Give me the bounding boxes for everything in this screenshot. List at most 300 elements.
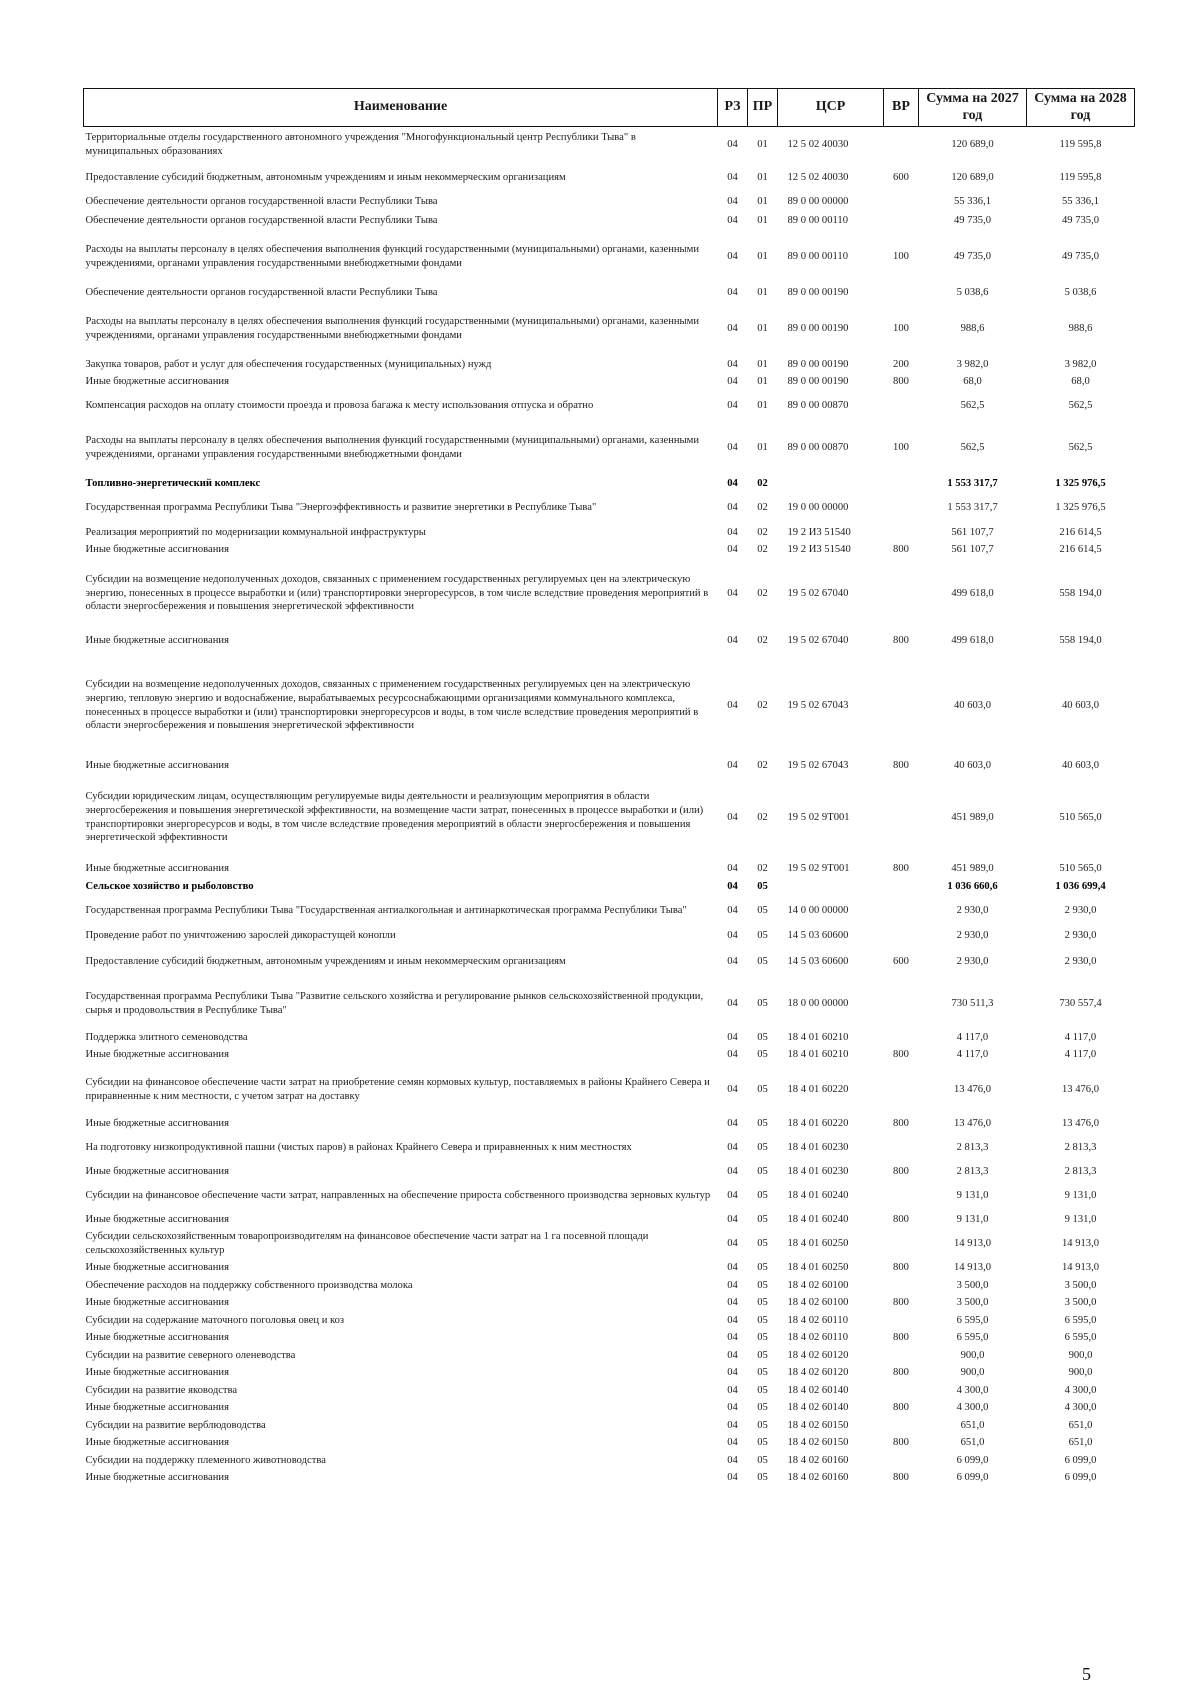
row-vr: 800 [893,1437,909,1449]
row-sum-2027: 651,0 [960,1437,985,1449]
row-sum-2028: 4 300,0 [1064,1402,1097,1414]
row-pr: 05 [757,1314,768,1326]
header-pr: ПР [748,89,778,127]
row-pr: 05 [757,905,768,917]
row-vr [884,284,919,302]
row-sum-2028: 5 038,6 [1064,286,1097,298]
row-sum-2028: 2 813,3 [1064,1142,1097,1154]
row-pr: 02 [757,587,768,599]
row-vr [884,878,919,896]
row-vr [884,775,919,861]
row-name: Субсидии на развитие северного оленеводства [85,1349,296,1361]
row-csr: 19 5 02 9Т001 [787,811,850,823]
row-pr: 02 [757,544,768,556]
row-name: Субсидии на финансовое обеспечение части затрат на приобретение семян кормовых культур, поставляемых в районы Крайнего Севера и приравненные к ним местности, с учетом затрат на доставку [85,1076,710,1102]
row-rz: 04 [727,880,738,892]
row-sum-2027: 68,0 [963,376,982,388]
row-name: Государственная программа Республики Тыва "Государственная антиалкогольная и антинаркотическая программа Республики Тыва" [85,905,687,917]
row-pr: 01 [757,322,768,334]
row-sum-2027: 900,0 [960,1349,985,1361]
row-pr: 05 [757,1367,768,1379]
row-sum-2027: 562,5 [960,441,985,453]
row-sum-2028: 562,5 [1068,441,1093,453]
row-rz: 04 [727,1314,738,1326]
row-name: На подготовку низкопродуктивной пашни (чистых паров) в районах Крайнего Севера и приравненных к ним местностях [85,1142,632,1154]
row-sum-2028: 558 194,0 [1059,587,1102,599]
row-name: Субсидии на возмещение недополученных доходов, связанных с применением государственных регулируемых цен на электрическую энергию, тепловую энергию и водоснабжение, вырабатываемых ресурсоснабжающими организациями коммунального комплекса, понесенных в процессе выработки и (или) транспортировки энергоресурсов и воды, в том числе вследствие проведения мероприятий в области энергосбережения и повышения энергетической эффективности [85,679,699,732]
row-csr: 18 4 02 60100 [787,1279,849,1291]
row-csr: 18 4 01 60230 [787,1166,849,1178]
row-csr: 18 4 02 60160 [787,1454,849,1466]
row-csr: 14 0 00 00000 [787,905,849,917]
row-rz: 04 [727,376,738,388]
row-sum-2028: 6 099,0 [1064,1454,1097,1466]
row-sum-2027: 4 117,0 [956,1031,989,1043]
row-csr: 14 5 03 60600 [787,955,849,967]
row-csr: 18 4 02 60150 [787,1437,849,1449]
table-header [84,89,1135,127]
row-sum-2028: 4 300,0 [1064,1384,1097,1396]
row-sum-2027: 6 099,0 [956,1472,989,1484]
row-name: Иные бюджетные ассигнования [85,760,229,772]
row-rz: 04 [727,1384,738,1396]
row-name: Предоставление субсидий бюджетным, автономным учреждениям и иным некоммерческим организациям [85,171,566,183]
row-name: Субсидии на возмещение недополученных доходов, связанных с применением государственных регулируемых цен на электрическую энергию, понесенных в процессе выработки и (или) транспортировки энергоресурсов, в том числе вследствие проведения мероприятий в области энергосбережения и повышения энергетической эффективности [85,574,709,613]
row-sum-2027: 6 099,0 [956,1454,989,1466]
row-sum-2028: 651,0 [1068,1437,1093,1449]
row-rz: 04 [727,1297,738,1309]
row-rz: 04 [727,1332,738,1344]
table-row [84,1330,1135,1347]
row-csr: 89 0 00 00190 [787,376,849,388]
row-rz: 04 [727,441,738,453]
row-pr: 02 [757,811,768,823]
row-csr: 19 5 02 67043 [787,760,849,772]
row-vr [884,979,919,1029]
table-row [84,542,1135,559]
row-name: Обеспечение деятельности органов государственной власти Республики Тыва [85,214,438,226]
row-sum-2027: 120 689,0 [951,171,994,183]
row-csr: 19 2 И3 51540 [787,544,851,556]
row-sum-2028: 900,0 [1068,1367,1093,1379]
header-vr: ВР [884,89,919,127]
table-row [84,356,1135,374]
row-sum-2028: 1 325 976,5 [1055,502,1106,514]
table-row [84,302,1135,356]
row-csr: 18 4 02 60120 [787,1367,849,1379]
table-row [84,1382,1135,1400]
row-sum-2028: 3 500,0 [1064,1297,1097,1309]
row-name: Иные бюджетные ассигнования [85,1332,229,1344]
row-vr [884,559,919,629]
row-sum-2028: 68,0 [1071,376,1090,388]
table-row [84,212,1135,230]
row-name: Иные бюджетные ассигнования [85,376,229,388]
row-vr [884,1312,919,1330]
row-sum-2027: 49 735,0 [953,214,992,226]
row-name: Предоставление субсидий бюджетным, автономным учреждениям и иным некоммерческим организациям [85,955,566,967]
row-sum-2028: 119 595,8 [1059,138,1102,150]
row-rz: 04 [727,1214,738,1226]
row-sum-2028: 900,0 [1068,1349,1093,1361]
row-sum-2027: 14 913,0 [953,1262,992,1274]
row-sum-2028: 9 131,0 [1064,1190,1097,1202]
row-rz: 04 [727,477,738,489]
row-name: Обеспечение деятельности органов государственной власти Республики Тыва [85,196,438,208]
row-csr: 18 4 01 60250 [787,1262,849,1274]
row-sum-2028: 510 565,0 [1059,863,1102,875]
row-rz: 04 [727,1349,738,1361]
row-csr: 18 4 02 60110 [787,1314,849,1326]
table-row [84,1047,1135,1064]
row-vr [884,1347,919,1365]
row-sum-2028: 40 603,0 [1061,760,1100,772]
row-csr: 89 0 00 00190 [787,286,849,298]
row-vr: 100 [893,250,909,262]
row-rz: 04 [727,1419,738,1431]
row-rz: 04 [727,1142,738,1154]
row-sum-2027: 561 107,7 [951,544,994,556]
row-csr: 18 0 00 00000 [787,997,849,1009]
table-row [84,1295,1135,1312]
row-name: Субсидии на развитие яководства [85,1384,238,1396]
row-rz: 04 [727,1472,738,1484]
row-pr: 05 [757,1384,768,1396]
row-pr: 02 [757,477,768,489]
row-sum-2028: 6 099,0 [1064,1472,1097,1484]
row-sum-2027: 13 476,0 [953,1118,992,1130]
row-csr: 18 4 02 60140 [787,1384,849,1396]
table-row [84,374,1135,391]
row-rz: 04 [727,526,738,538]
row-rz: 04 [727,399,738,411]
row-sum-2028: 13 476,0 [1061,1083,1100,1095]
table-row [84,1277,1135,1295]
row-sum-2028: 14 913,0 [1061,1262,1100,1274]
row-vr: 800 [893,1297,909,1309]
row-csr: 18 4 02 60150 [787,1419,849,1431]
table-row [84,1470,1135,1487]
row-sum-2028: 2 813,3 [1064,1166,1097,1178]
table-row [84,1116,1135,1133]
row-rz: 04 [727,286,738,298]
row-sum-2028: 119 595,8 [1059,171,1102,183]
row-sum-2027: 730 511,3 [951,997,994,1009]
table-row [84,559,1135,629]
table-row [84,775,1135,861]
table-row [84,421,1135,475]
row-csr: 19 0 00 00000 [787,502,849,514]
row-csr: 19 5 02 9Т001 [787,863,850,875]
table-row [84,475,1135,493]
row-csr: 18 4 01 60250 [787,1238,849,1250]
row-csr: 18 4 01 60230 [787,1142,849,1154]
row-name: Государственная программа Республики Тыва "Развитие сельского хозяйства и регулирование рынков сельскохозяйственной продукции, сырья и продовольствия в Республике Тыва" [85,990,704,1016]
row-vr: 800 [893,635,909,647]
row-sum-2027: 2 813,3 [956,1142,989,1154]
row-sum-2028: 40 603,0 [1061,699,1100,711]
row-pr: 05 [757,880,768,892]
row-csr: 89 0 00 00110 [787,214,849,226]
row-csr: 18 4 02 60140 [787,1402,849,1414]
row-rz: 04 [727,138,738,150]
row-sum-2027: 1 036 660,6 [947,880,998,892]
table-row [84,1417,1135,1435]
row-sum-2028: 4 117,0 [1064,1031,1097,1043]
row-vr [884,524,919,542]
row-pr: 01 [757,286,768,298]
row-name: Топливно-энергетический комплекс [85,477,261,489]
row-rz: 04 [727,1083,738,1095]
row-sum-2028: 2 930,0 [1064,929,1097,941]
row-vr [884,475,919,493]
row-rz: 04 [727,587,738,599]
row-sum-2027: 3 500,0 [956,1279,989,1291]
row-rz: 04 [727,905,738,917]
table-row [84,1312,1135,1330]
row-vr [884,212,919,230]
row-vr: 100 [893,441,909,453]
row-vr [884,1029,919,1047]
row-name: Субсидии на содержание маточного поголовья овец и коз [85,1314,345,1326]
row-sum-2028: 510 565,0 [1059,811,1102,823]
row-name: Компенсация расходов на оплату стоимости проезда и провоза багажа к месту использования отпуска и обратно [85,399,594,411]
row-vr: 800 [893,1214,909,1226]
row-sum-2027: 562,5 [960,399,985,411]
row-name: Расходы на выплаты персоналу в целях обеспечения выполнения функций государственными (муниципальными) органами, казенными учреждениями, органами управления государственными внебюджетными фондами [85,434,700,460]
header-sum-2028: Сумма на 2028 год [1027,89,1135,127]
row-sum-2027: 3 982,0 [956,358,989,370]
row-name: Расходы на выплаты персоналу в целях обеспечения выполнения функций государственными (муниципальными) органами, казенными учреждениями, органами управления государственными внебюджетными фондами [85,315,700,341]
table-row [84,1452,1135,1470]
page-number: 5 [1082,1664,1091,1684]
header-sum-2027: Сумма на 2027 год [919,89,1027,127]
table-row [84,127,1135,163]
row-sum-2027: 451 989,0 [951,863,994,875]
row-sum-2027: 6 595,0 [956,1314,989,1326]
row-sum-2028: 558 194,0 [1059,635,1102,647]
row-pr: 05 [757,997,768,1009]
row-sum-2027: 2 930,0 [956,929,989,941]
header-csr: ЦСР [778,89,884,127]
row-vr: 800 [893,1262,909,1274]
row-sum-2028: 2 930,0 [1064,905,1097,917]
row-vr: 800 [893,1367,909,1379]
row-rz: 04 [727,997,738,1009]
row-rz: 04 [727,635,738,647]
row-rz: 04 [727,1049,738,1061]
header-name: Наименование [84,89,718,127]
table-row [84,629,1135,654]
row-rz: 04 [727,1402,738,1414]
row-csr: 89 0 00 00000 [787,196,849,208]
row-pr: 05 [757,1142,768,1154]
row-sum-2027: 499 618,0 [951,635,994,647]
row-rz: 04 [727,1166,738,1178]
row-csr: 89 0 00 00190 [787,358,849,370]
row-pr: 05 [757,1279,768,1291]
row-name: Иные бюджетные ассигнования [85,1118,229,1130]
row-rz: 04 [727,929,738,941]
row-csr: 18 4 02 60120 [787,1349,849,1361]
row-sum-2027: 14 913,0 [953,1238,992,1250]
row-name: Иные бюджетные ассигнования [85,863,229,875]
row-vr: 800 [893,1472,909,1484]
row-pr: 05 [757,955,768,967]
row-csr: 19 5 02 67040 [787,635,849,647]
table-row [84,193,1135,212]
row-name: Иные бюджетные ассигнования [85,544,229,556]
row-rz: 04 [727,502,738,514]
row-csr: 18 4 01 60210 [787,1049,849,1061]
row-pr: 05 [757,1118,768,1130]
row-sum-2028: 1 036 699,4 [1055,880,1106,892]
row-name: Иные бюджетные ассигнования [85,1166,229,1178]
table-row [84,1181,1135,1212]
table-row [84,391,1135,421]
row-sum-2027: 2 930,0 [956,905,989,917]
row-vr: 600 [893,171,909,183]
row-name: Субсидии сельскохозяйственным товаропроизводителям на финансовое обеспечение части затрат на 1 га посевной площади сельскохозяйственных культур [85,1231,649,1256]
row-name: Иные бюджетные ассигнования [85,1262,229,1274]
row-sum-2027: 120 689,0 [951,138,994,150]
budget-table [83,88,1135,1487]
row-vr: 800 [893,1332,909,1344]
row-sum-2028: 3 500,0 [1064,1279,1097,1291]
row-sum-2027: 5 038,6 [956,286,989,298]
row-rz: 04 [727,760,738,772]
row-vr [884,1277,919,1295]
row-vr [884,1181,919,1212]
row-vr: 800 [893,1166,909,1178]
table-body [84,127,1135,1487]
table-row [84,1064,1135,1116]
row-pr: 05 [757,1214,768,1226]
row-vr [884,654,919,758]
row-csr: 18 4 02 60160 [787,1472,849,1484]
row-vr [884,927,919,945]
table-row [84,493,1135,524]
row-pr: 05 [757,1454,768,1466]
table-row [84,878,1135,896]
row-vr: 100 [893,322,909,334]
row-vr: 200 [893,358,909,370]
row-rz: 04 [727,171,738,183]
table-row [84,230,1135,284]
row-name: Иные бюджетные ассигнования [85,1214,229,1226]
row-sum-2028: 49 735,0 [1061,250,1100,262]
row-vr: 800 [893,1118,909,1130]
row-rz: 04 [727,1190,738,1202]
row-vr [884,493,919,524]
row-name: Проведение работ по уничтожению зарослей дикорастущей конопли [85,929,396,941]
row-name: Иные бюджетные ассигнования [85,1402,229,1414]
row-pr: 01 [757,250,768,262]
row-pr: 02 [757,760,768,772]
row-name: Иные бюджетные ассигнования [85,1297,229,1309]
row-rz: 04 [727,250,738,262]
table-row [84,1164,1135,1181]
row-vr: 800 [893,1049,909,1061]
table-row [84,1365,1135,1382]
row-pr: 02 [757,526,768,538]
row-csr: 19 2 И3 51540 [787,526,851,538]
row-sum-2027: 988,6 [960,322,985,334]
row-pr: 01 [757,358,768,370]
row-pr: 01 [757,171,768,183]
row-csr: 19 5 02 67043 [787,699,849,711]
row-sum-2028: 216 614,5 [1059,544,1102,556]
row-sum-2027: 451 989,0 [951,811,994,823]
row-sum-2028: 14 913,0 [1061,1238,1100,1250]
row-pr: 02 [757,635,768,647]
row-pr: 05 [757,1083,768,1095]
row-name: Субсидии на развитие верблюдоводства [85,1419,266,1431]
row-sum-2028: 55 336,1 [1061,196,1100,208]
table-row [84,1435,1135,1452]
row-pr: 05 [757,1349,768,1361]
row-pr: 02 [757,699,768,711]
row-vr: 800 [893,863,909,875]
row-pr: 05 [757,1262,768,1274]
row-rz: 04 [727,544,738,556]
row-rz: 04 [727,1262,738,1274]
row-sum-2027: 3 500,0 [956,1297,989,1309]
row-csr: 18 4 01 60210 [787,1031,849,1043]
row-csr: 89 0 00 00110 [787,250,849,262]
row-pr: 01 [757,214,768,226]
row-sum-2028: 216 614,5 [1059,526,1102,538]
row-vr [884,1229,919,1260]
row-name: Государственная программа Республики Тыва "Энергоэффективность и развитие энергетики в Республике Тыва" [85,502,597,514]
row-name: Поддержка элитного семеноводства [85,1031,248,1043]
row-csr [778,878,884,896]
row-rz: 04 [727,1279,738,1291]
row-vr [884,391,919,421]
table-row [84,927,1135,945]
row-name: Обеспечение деятельности органов государственной власти Республики Тыва [85,286,438,298]
row-sum-2028: 988,6 [1068,322,1093,334]
row-vr [884,193,919,212]
row-rz: 04 [727,955,738,967]
row-rz: 04 [727,1118,738,1130]
row-pr: 05 [757,1166,768,1178]
row-sum-2028: 6 595,0 [1064,1332,1097,1344]
row-pr: 05 [757,1437,768,1449]
row-csr: 18 4 01 60220 [787,1118,849,1130]
row-vr [884,1382,919,1400]
table-row [84,1029,1135,1047]
row-name: Реализация мероприятий по модернизации коммунальной инфраструктуры [85,526,426,538]
row-sum-2028: 730 557,4 [1059,997,1102,1009]
row-vr: 600 [893,955,909,967]
row-sum-2027: 13 476,0 [953,1083,992,1095]
row-pr: 05 [757,929,768,941]
row-csr: 12 5 02 40030 [787,171,849,183]
table-row [84,979,1135,1029]
row-rz: 04 [727,699,738,711]
row-rz: 04 [727,811,738,823]
row-sum-2028: 562,5 [1068,399,1093,411]
row-csr [778,475,884,493]
row-sum-2028: 651,0 [1068,1419,1093,1431]
row-csr: 18 4 01 60240 [787,1190,849,1202]
row-sum-2027: 499 618,0 [951,587,994,599]
row-csr: 18 4 02 60110 [787,1332,849,1344]
row-vr: 800 [893,760,909,772]
row-name: Субсидии на поддержку племенного животноводства [85,1454,326,1466]
row-sum-2027: 4 300,0 [956,1384,989,1396]
